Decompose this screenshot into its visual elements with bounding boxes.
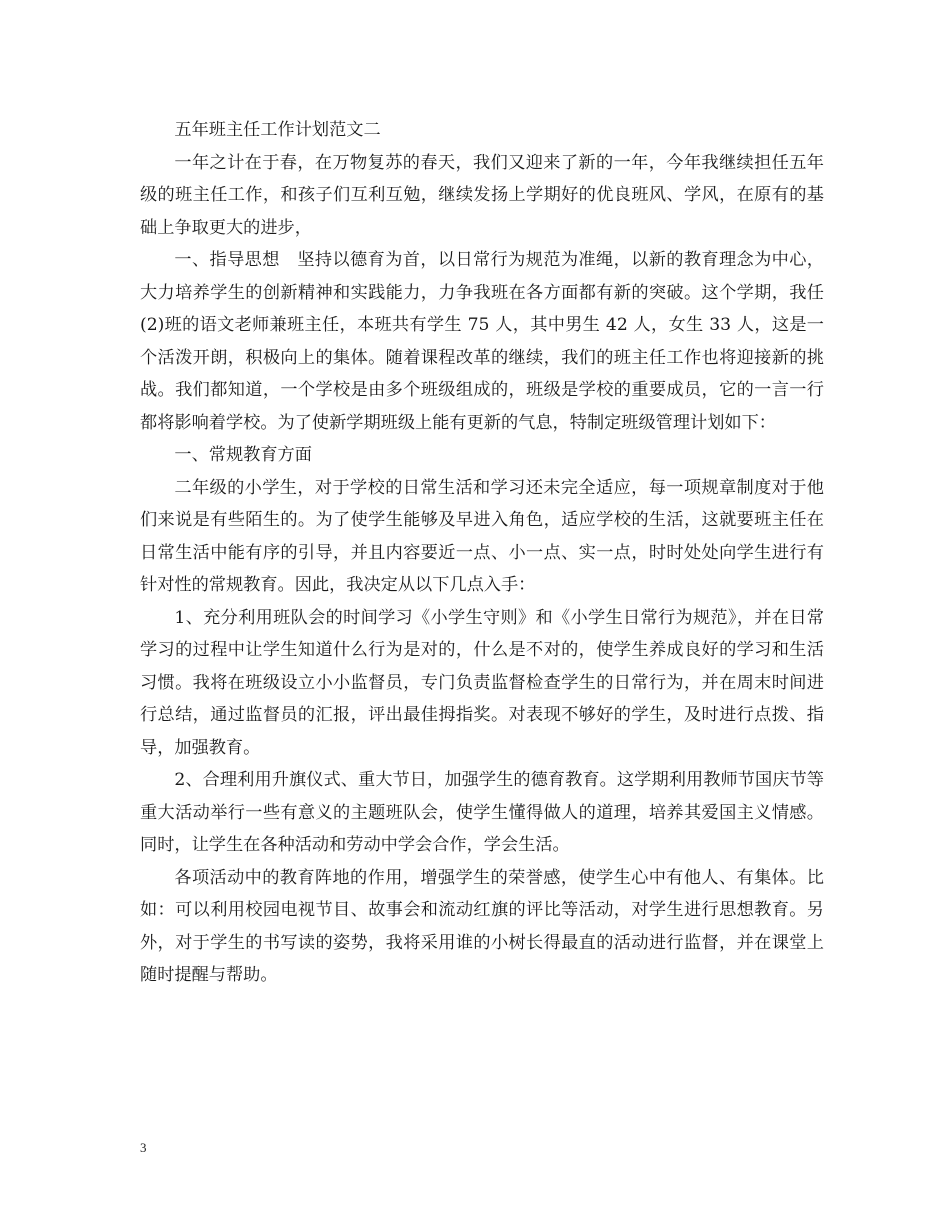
activities-paragraph: 各项活动中的教育阵地的作用，增强学生的荣誉感，使学生心中有他人、有集体。比如：可以利用校园电视节目、故事会和流动红旗的评比等活动，对学生进行思想教育。另外，对于学生的书写读的姿势，我将采用谁的小树长得最直的活动进行监督，并在课堂上随时提醒与帮助。: [140, 867, 824, 985]
routine-education-paragraph: 二年级的小学生，对于学校的日常生活和学习还未完全适应，每一项规章制度对于他们来说是有些陌生的。为了使学生能够及早进入角色，适应学校的生活，这就要班主任在日常生活中能有序的引导，并且内容要近一点、小一点、实一点，时时处处向学生进行有针对性的常规教育。因此，我决定从以下几点入手：: [140, 477, 824, 595]
intro-paragraph: 一年之计在于春，在万物复苏的春天，我们又迎来了新的一年，今年我继续担任五年级的班主任工作，和孩子们互利互勉，继续发扬上学期好的优良班风、学风，在原有的基础上争取更大的进步，: [140, 152, 824, 238]
document-body: [140, 114, 824, 992]
section-heading-routine-education: 一、常规教育方面: [174, 445, 312, 465]
guiding-ideology-paragraph: 一、指导思想 坚持以德育为首，以日常行为规范为准绳，以新的教育理念为中心，大力培养学生的创新精神和实践能力，力争我班在各方面都有新的突破。这个学期，我任(2)班的语文老师兼班主任，本班共有学生 75 人，其中男生 42 人，女生 33 人，这是一个活泼开朗，积极向上的集体。随着课程改革的继续，我们的班主任工作也将迎接新的挑战。我们都知道，一个学校是由多个班级组成的，班级是学校的重要成员，它的一言一行都将影响着学校。为了使新学期班级上能有更新的气息，特制定班级管理计划如下：: [140, 250, 824, 433]
point-2-paragraph: 2、合理利用升旗仪式、重大节日，加强学生的德育教育。这学期利用教师节国庆节等重大活动举行一些有意义的主题班队会，使学生懂得做人的道理，培养其爱国主义情感。同时，让学生在各种活动和劳动中学会合作，学会生活。: [140, 770, 824, 855]
point-1-paragraph: 1、充分利用班队会的时间学习《小学生守则》和《小学生日常行为规范》，并在日常学习的过程中让学生知道什么行为是对的，什么是不对的，使学生养成良好的学习和生活习惯。我将在班级设立小小监督员，专门负责监督检查学生的日常行为，并在周末时间进行总结，通过监督员的汇报，评出最佳拇指奖。对表现不够好的学生，及时进行点拨、指导，加强教育。: [140, 607, 824, 758]
page-number: 3: [140, 1140, 147, 1155]
document-title: 五年班主任工作计划范文二: [174, 120, 381, 140]
